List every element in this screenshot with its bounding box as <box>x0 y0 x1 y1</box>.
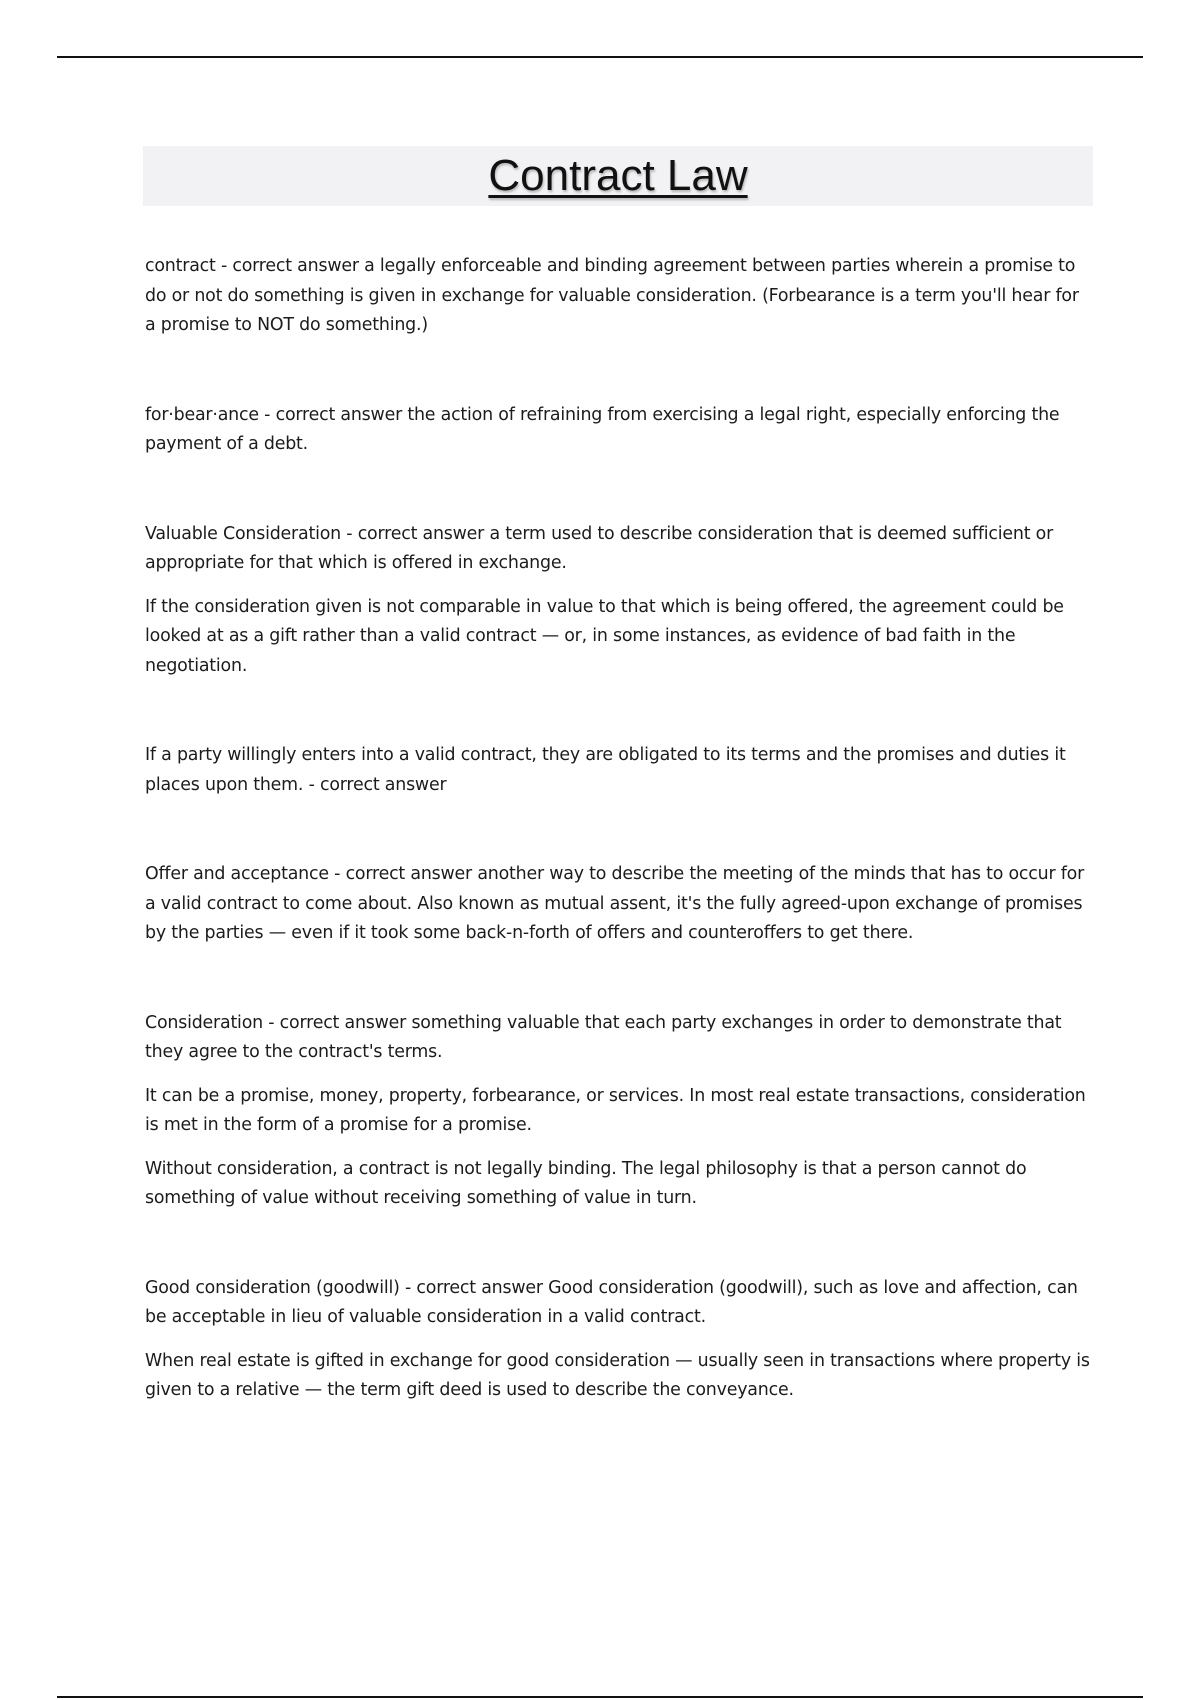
entry-forbearance <box>145 401 1090 460</box>
entry-paragraph: Valuable Consideration - correct answer a term used to describe consideration that is deemed sufficient or appropriate for that which is offered in exchange. <box>145 523 1054 573</box>
entry-paragraph: It can be a promise, money, property, forbearance, or services. In most real estate transactions, consideration is met in the form of a promise for a promise. <box>145 1085 1086 1135</box>
entry-paragraph: Consideration - correct answer something valuable that each party exchanges in order to demonstrate that they agree to the contract's terms. <box>145 1012 1062 1062</box>
document-body <box>145 252 1090 1420</box>
title-band <box>143 146 1093 206</box>
bottom-rule <box>57 1696 1143 1698</box>
entry-paragraph: If a party willingly enters into a valid contract, they are obligated to its terms and the promises and duties it places upon them. - correct answer <box>145 745 1066 795</box>
page-title: Contract Law <box>488 151 748 200</box>
entry-paragraph: for·bear·ance - correct answer the action of refraining from exercising a legal right, especially enforcing the payment of a debt. <box>145 404 1060 454</box>
entry-consideration <box>145 1009 1090 1214</box>
entry-good-consideration <box>145 1274 1090 1406</box>
entry-offer-and-acceptance <box>145 860 1090 949</box>
entry-contract <box>145 252 1090 341</box>
top-rule <box>57 56 1143 58</box>
entry-paragraph: If the consideration given is not comparable in value to that which is being offered, the agreement could be looked at as a gift rather than a valid contract — or, in some instances, as evidence of bad faith in the negotiation. <box>145 596 1064 676</box>
entry-valid-contract-obligation <box>145 741 1090 800</box>
entry-paragraph: Good consideration (goodwill) - correct answer Good consideration (goodwill), such as love and affection, can be acceptable in lieu of valuable consideration in a valid contract. <box>145 1277 1078 1327</box>
entry-valuable-consideration <box>145 520 1090 682</box>
entry-paragraph: contract - correct answer a legally enforceable and binding agreement between parties wherein a promise to do or not do something is given in exchange for valuable consideration. (Forbearance is a term you'll hear for a promise to NOT do something.) <box>145 256 1079 335</box>
entry-paragraph: Without consideration, a contract is not legally binding. The legal philosophy is that a person cannot do something of value without receiving something of value in turn. <box>145 1158 1027 1208</box>
entry-paragraph: Offer and acceptance - correct answer another way to describe the meeting of the minds that has to occur for a valid contract to come about. Also known as mutual assent, it's the fully agreed-upon exchange of promises by the parties — even if it took some back-n-forth of offers and counteroffers to get there. <box>145 864 1085 943</box>
entry-paragraph: When real estate is gifted in exchange for good consideration — usually seen in transactions where property is given to a relative — the term gift deed is used to describe the conveyance. <box>145 1350 1090 1400</box>
